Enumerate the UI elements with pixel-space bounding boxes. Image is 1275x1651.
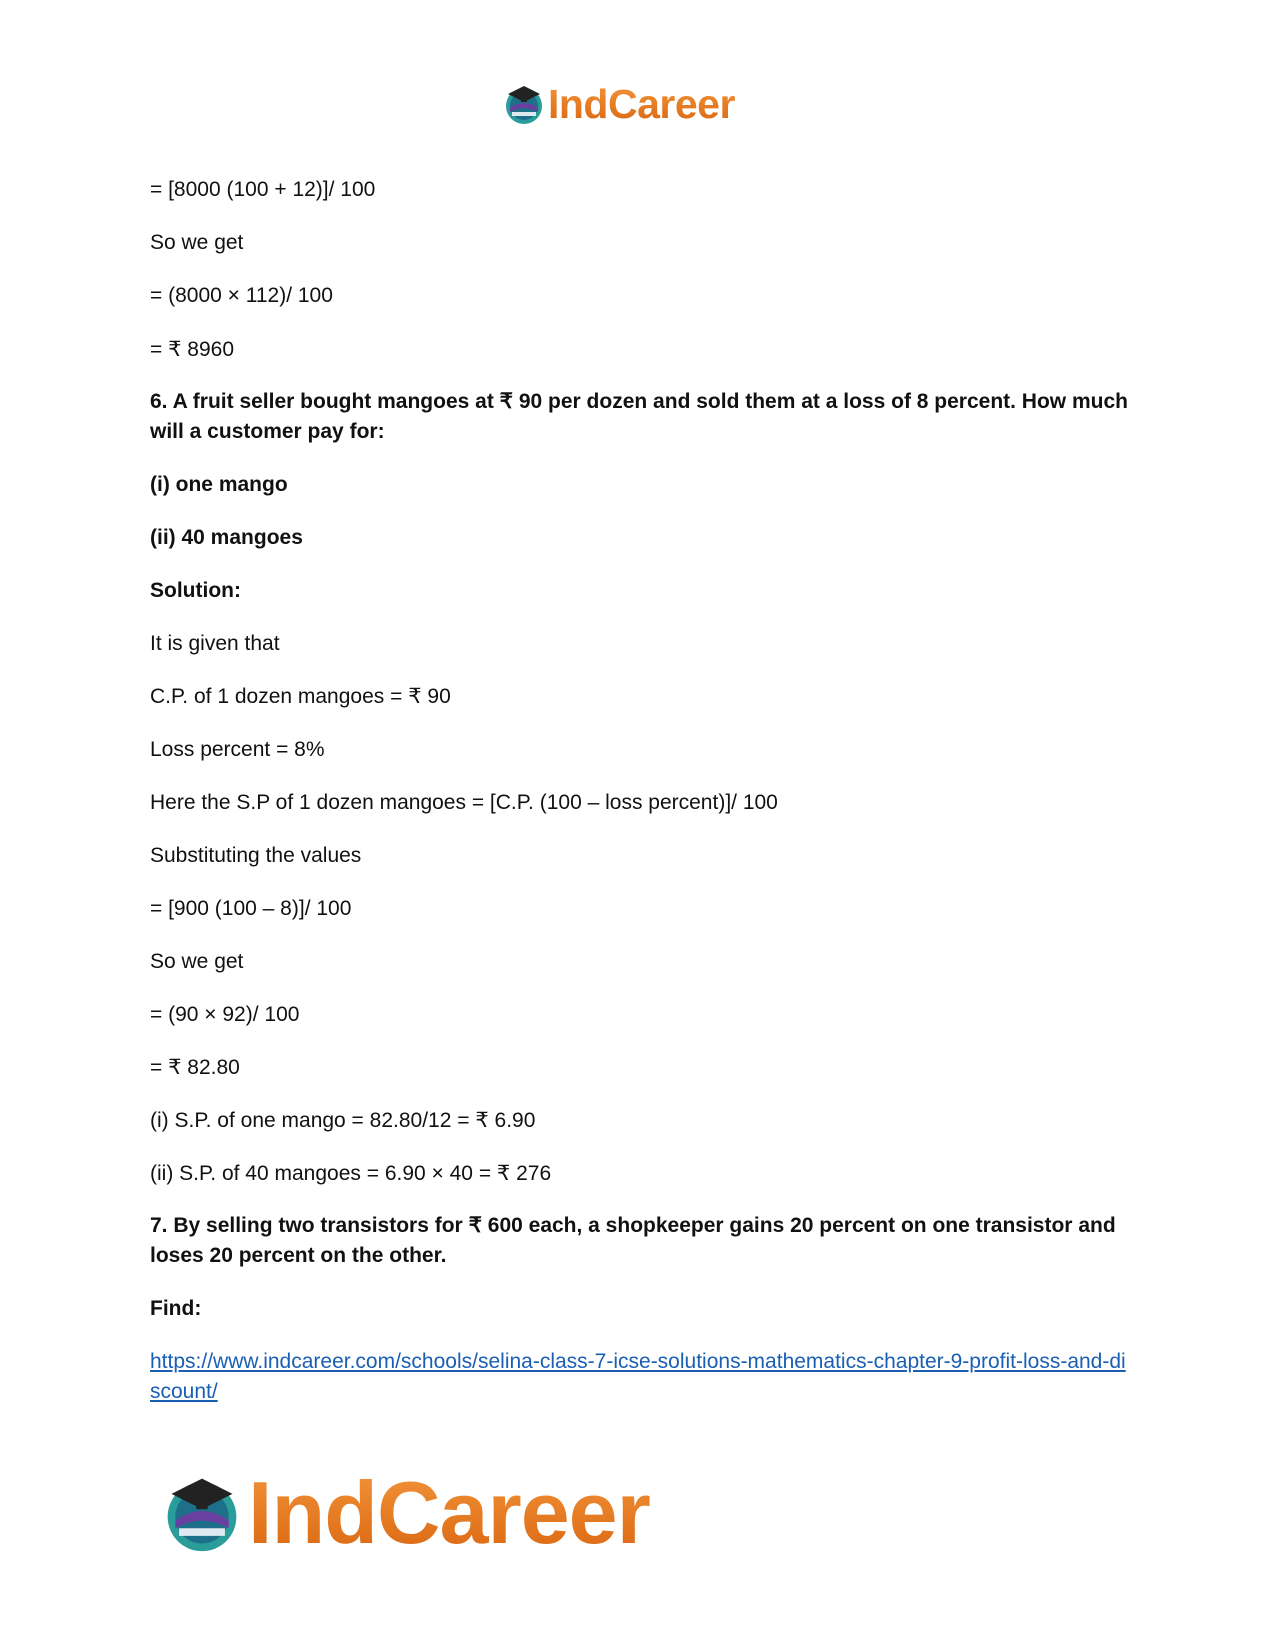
text-line: = [8000 (100 + 12)]/ 100 <box>150 178 376 201</box>
footer-logo-text: IndCareer <box>248 1463 650 1562</box>
text-line: Here the S.P of 1 dozen mangoes = [C.P. (100 – loss percent)]/ 100 <box>150 791 778 814</box>
text-line: = ₹ 8960 <box>150 338 235 361</box>
question-part: (i) one mango <box>150 473 288 496</box>
text-line: C.P. of 1 dozen mangoes = ₹ 90 <box>150 685 451 708</box>
text-line: So we get <box>150 231 244 254</box>
question-6-heading: 6. A fruit seller bought mangoes at ₹ 90 per dozen and sold them at a loss of 8 percent. How much will a customer pay for: <box>150 390 1128 443</box>
question-part: (ii) 40 mangoes <box>150 526 303 549</box>
text-line: = (90 × 92)/ 100 <box>150 1003 300 1026</box>
find-label: Find: <box>150 1297 202 1320</box>
text-line: It is given that <box>150 632 280 655</box>
text-line: (ii) S.P. of 40 mangoes = 6.90 × 40 = ₹ 276 <box>150 1162 552 1185</box>
graduation-globe-icon <box>502 82 546 126</box>
question-7-heading: 7. By selling two transistors for ₹ 600 each, a shopkeeper gains 20 percent on one transistor and loses 20 percent on the other. <box>150 1214 1116 1267</box>
text-line: Loss percent = 8% <box>150 738 325 761</box>
footer-logo <box>160 1463 650 1562</box>
header-logo <box>502 80 735 128</box>
solution-label: Solution: <box>150 579 241 602</box>
source-link[interactable]: https://www.indcareer.com/schools/selina-class-7-icse-solutions-mathematics-chapter-9-profit-loss-and-discount/ <box>150 1350 1126 1403</box>
text-line: = (8000 × 112)/ 100 <box>150 284 333 307</box>
header-logo-text: IndCareer <box>548 80 735 127</box>
text-line: = ₹ 82.80 <box>150 1056 240 1079</box>
graduation-globe-icon <box>160 1471 244 1555</box>
text-line: (i) S.P. of one mango = 82.80/12 = ₹ 6.90 <box>150 1109 536 1132</box>
text-line: = [900 (100 – 8)]/ 100 <box>150 897 352 920</box>
text-line: Substituting the values <box>150 844 362 867</box>
text-line: So we get <box>150 950 244 973</box>
